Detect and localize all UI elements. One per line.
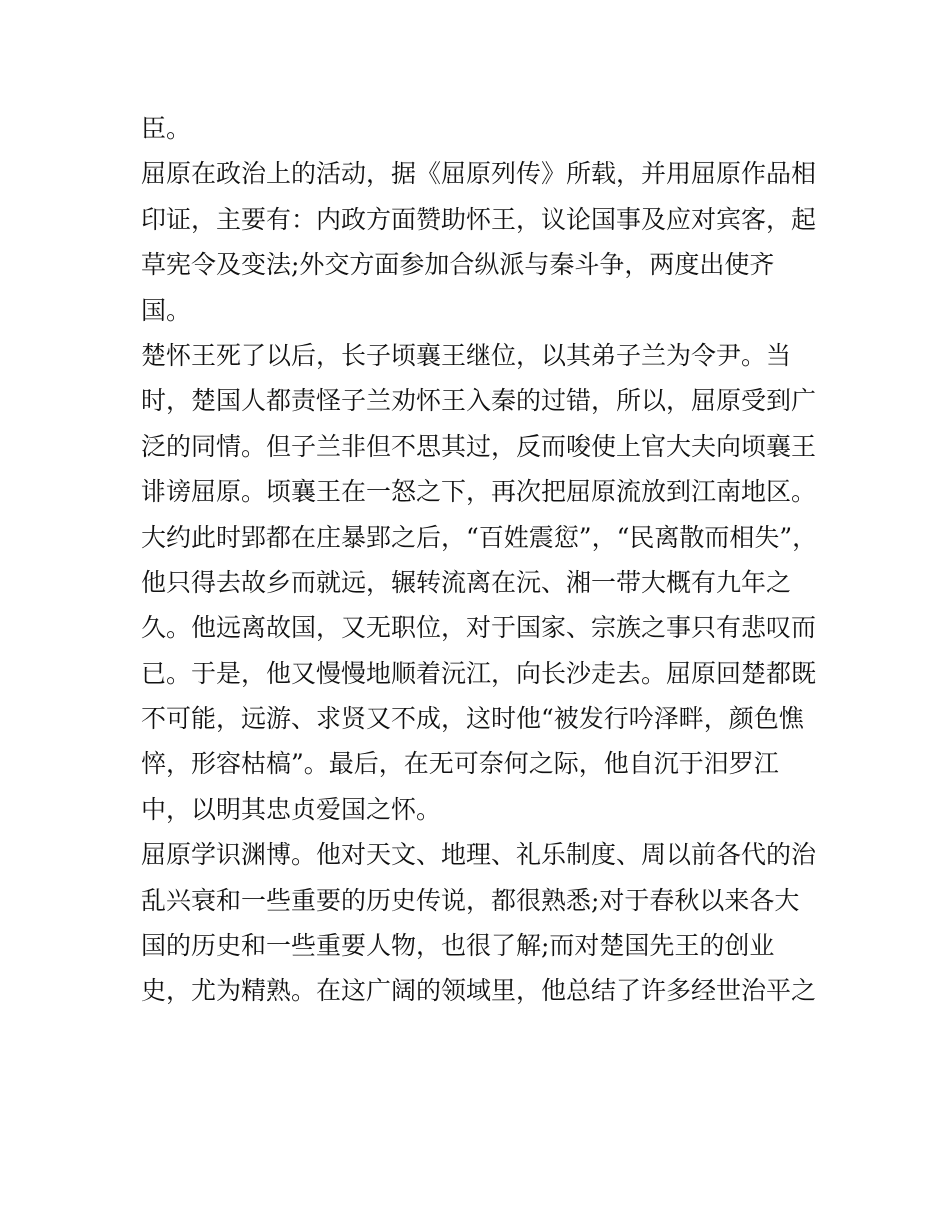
- text-line: 久。他远离故国，又无职位，对于国家、宗族之事只有悲叹而: [141, 613, 817, 643]
- text-line: 时，楚国人都责怪子兰劝怀王入秦的过错，所以，屈原受到广: [141, 386, 817, 416]
- text-line: 他只得去故乡而就远，辗转流离在沅、湘一带大概有九年之: [141, 567, 792, 597]
- text-line: 泛的同情。但子兰非但不思其过，反而唆使上官大夫向顷襄王: [141, 431, 817, 461]
- text-line: 悴，形容枯槁”。最后，在无可奈何之际，他自沉于汨罗江: [141, 749, 779, 779]
- text-line: 臣。: [141, 114, 192, 143]
- text-line: 诽谤屈原。顷襄王在一怒之下，再次把屈原流放到江南地区。: [141, 477, 817, 507]
- text-line: 国的历史和一些重要人物，也很了解;而对楚国先王的创业: [141, 931, 775, 961]
- text-line: 中，以明其忠贞爱国之怀。: [141, 794, 442, 824]
- text-line: 草宪令及变法;外交方面参加合纵派与秦斗争，两度出使齐: [141, 250, 775, 280]
- text-line: 屈原在政治上的活动，据《屈原列传》所载，并用屈原作品相: [141, 159, 817, 189]
- text-line: 楚怀王死了以后，长子顷襄王继位，以其弟子兰为令尹。当: [141, 340, 792, 370]
- body-text: [141, 106, 821, 1014]
- text-line: 史，尤为精熟。在这广阔的领域里，他总结了许多经世治平之: [141, 976, 817, 1006]
- text-line: 国。: [141, 295, 192, 325]
- text-line: 不可能，远游、求贤又不成，这时他“被发行吟泽畔，颜色憔: [141, 704, 804, 734]
- text-line: 大约此时郢都在庄暴郢之后，“百姓震愆”，“民离散而相失”，: [141, 522, 818, 552]
- text-line: 印证，主要有：内政方面赞助怀王，议论国事及应对宾客，起: [141, 204, 817, 234]
- text-line: 屈原学识渊博。他对天文、地理、礼乐制度、周以前各代的治: [141, 840, 817, 870]
- text-line: 乱兴衰和一些重要的历史传说，都很熟悉;对于春秋以来各大: [141, 885, 800, 915]
- text-line: 已。于是，他又慢慢地顺着沅江，向长沙走去。屈原回楚都既: [141, 658, 817, 688]
